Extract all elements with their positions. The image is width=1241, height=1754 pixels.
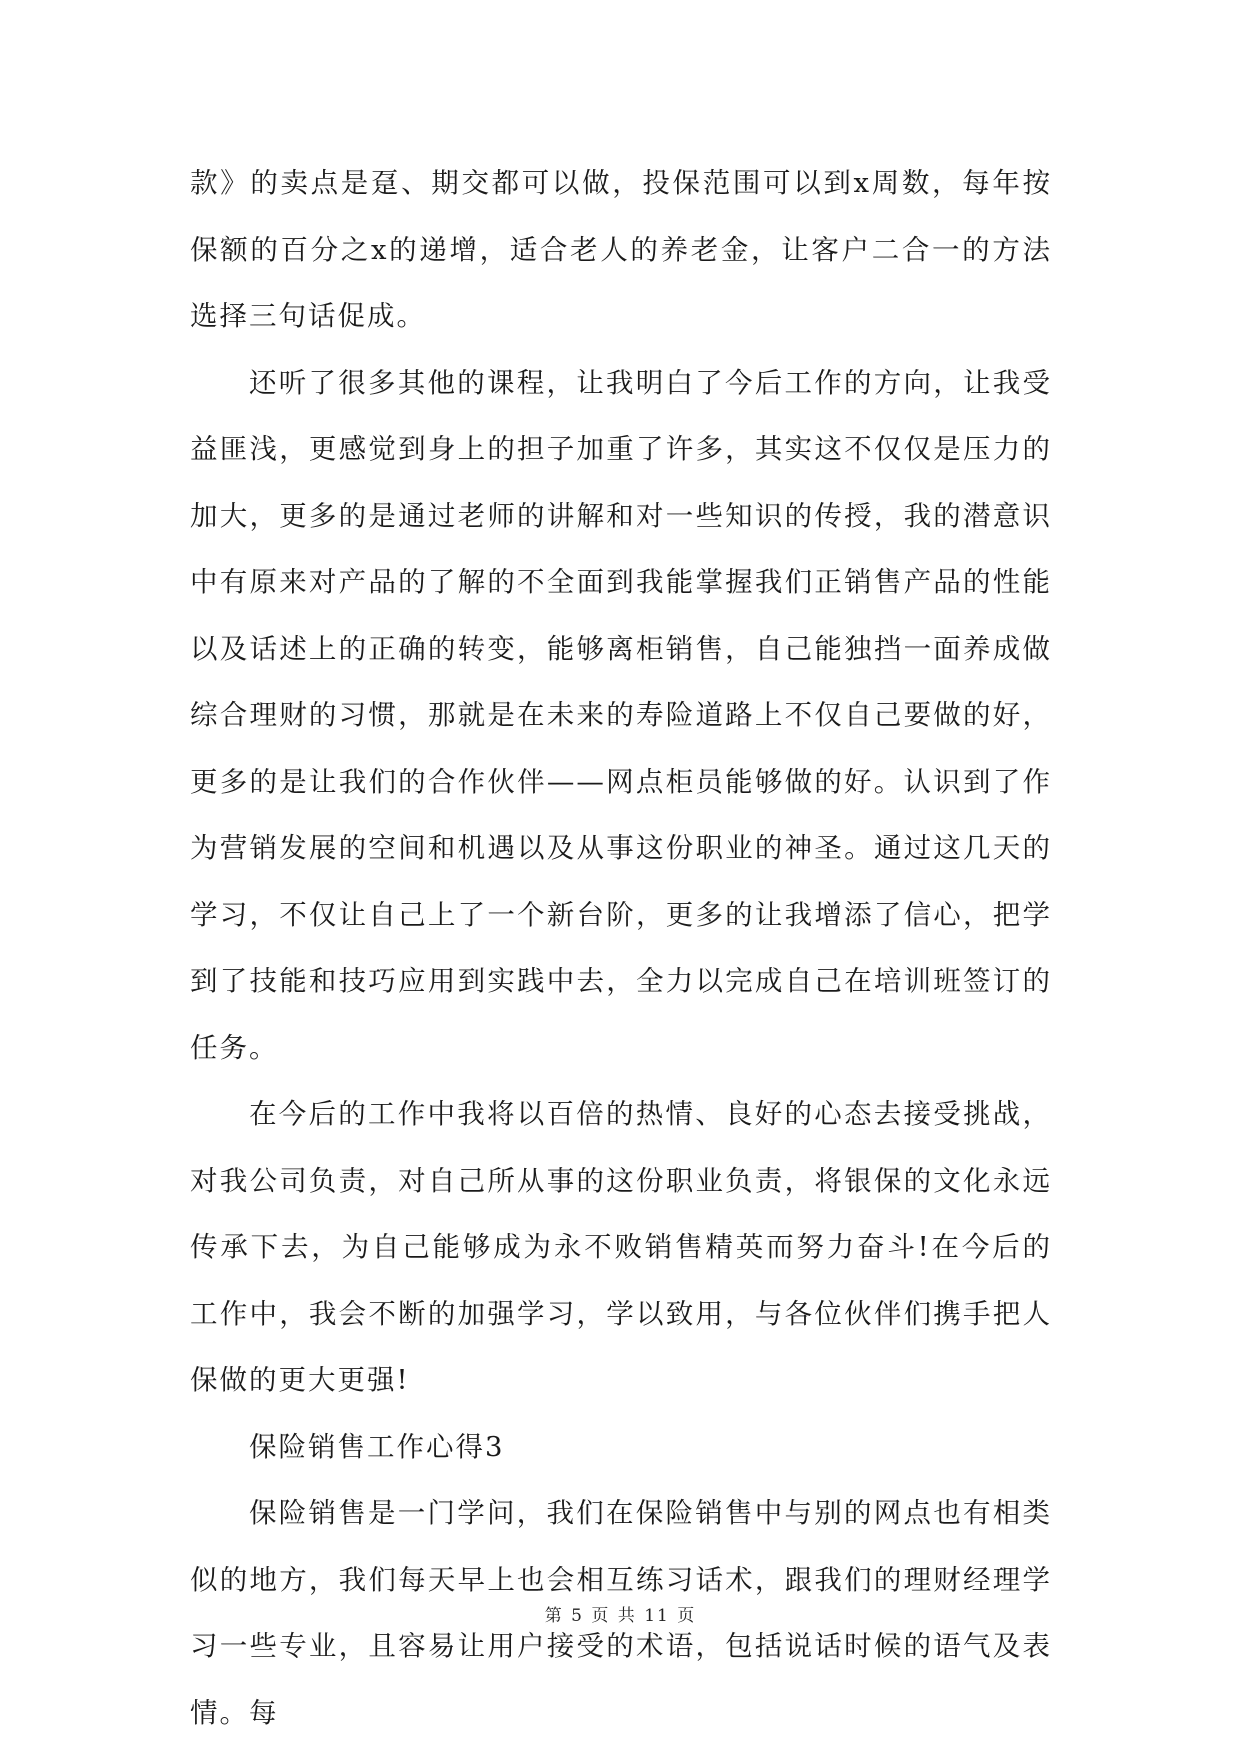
paragraph: 款》的卖点是趸、期交都可以做，投保范围可以到x周数，每年按保额的百分之x的递增，适合老人的养老金，让客户二合一的方法选择三句话促成。 (190, 167, 1052, 332)
document-body (190, 150, 1052, 1746)
section-heading: 保险销售工作心得3 (249, 1430, 505, 1463)
page-number-footer: 第 5 页 共 11 页 (544, 1606, 697, 1626)
paragraph: 在今后的工作中我将以百倍的热情、良好的心态去接受挑战，对我公司负责，对自己所从事的这份职业负责，将银保的文化永远传承下去，为自己能够成为永不败销售精英而努力奋斗!在今后的工作中，我会不断的加强学习，学以致用，与各位伙伴们携手把人保做的更大更强! (190, 1098, 1052, 1396)
paragraph: 还听了很多其他的课程，让我明白了今后工作的方向，让我受益匪浅，更感觉到身上的担子加重了许多，其实这不仅仅是压力的加大，更多的是通过老师的讲解和对一些知识的传授，我的潜意识中有原来对产品的了解的不全面到我能掌握我们正销售产品的性能以及话述上的正确的转变，能够离柜销售，自己能独挡一面养成做综合理财的习惯，那就是在未来的寿险道路上不仅自己要做的好，更多的是让我们的合作伙伴——网点柜员能够做的好。认识到了作为营销发展的空间和机遇以及从事这份职业的神圣。通过这几天的学习，不仅让自己上了一个新台阶，更多的让我增添了信心，把学到了技能和技巧应用到实践中去，全力以完成自己在培训班签订的任务。 (190, 366, 1052, 1064)
paragraph: 保险销售是一门学问，我们在保险销售中与别的网点也有相类似的地方，我们每天早上也会相互练习话术，跟我们的理财经理学习一些专业，且容易让用户接受的术语，包括说话时候的语气及表情。每 (190, 1497, 1052, 1729)
